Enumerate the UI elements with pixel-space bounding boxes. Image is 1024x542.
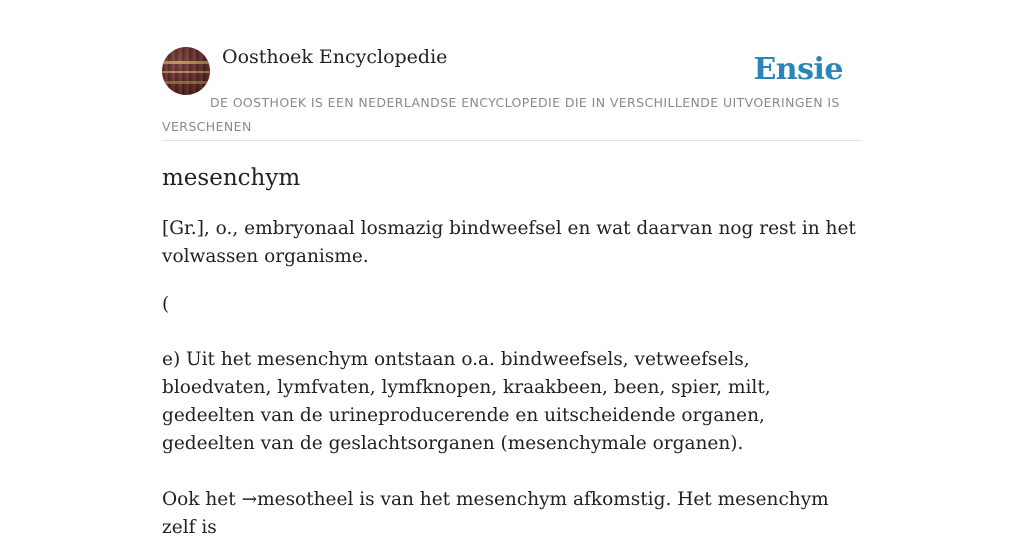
- site-tagline: DE OOSTHOEK IS EEN NEDERLANDSE ENCYCLOPEDIE DIE IN VERSCHILLENDE UITVOERINGEN IS VERSCHENEN: [162, 95, 840, 134]
- article-paragraph: (: [162, 294, 170, 315]
- page-container: [162, 0, 862, 542]
- brand-logo-link[interactable]: Ensie: [753, 52, 843, 87]
- article-title: mesenchym: [162, 165, 301, 191]
- article-paragraph: e) Uit het mesenchym ontstaan o.a. bindweefsels, vetweefsels, bloedvaten, lymfvaten, lymfknopen, kraakbeen, been, spier, milt, gedeelten van de urineproducerende en uitscheidende organen, gedeelten van de geslachtsorganen (mesenchymale organen).: [162, 349, 771, 454]
- article-paragraph: Ook het →mesotheel is van het mesenchym afkomstig. Het mesenchym zelf is: [162, 489, 829, 538]
- site-name-link[interactable]: Oosthoek Encyclopedie: [222, 46, 448, 68]
- site-header: [162, 0, 862, 141]
- site-avatar[interactable]: [162, 47, 210, 95]
- article-paragraph: [Gr.], o., embryonaal losmazig bindweefsel en wat daarvan nog rest in het volwassen organisme.: [162, 218, 856, 267]
- article-body: [162, 215, 862, 542]
